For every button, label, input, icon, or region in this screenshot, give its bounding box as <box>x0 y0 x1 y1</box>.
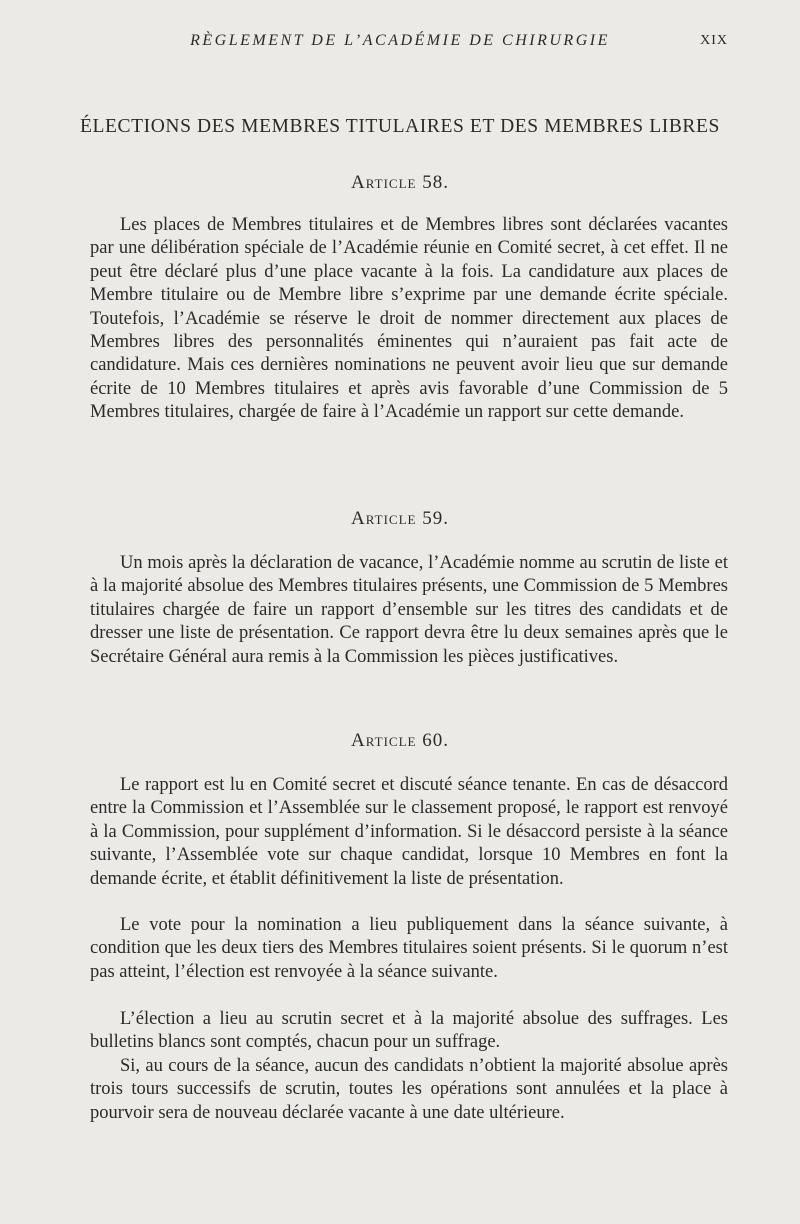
article-60-paragraph-2: Le vote pour la nomination a lieu publiquement dans la séance suivante, à condition que les deux tiers des Membres titulaires soient présents. Si le quorum n’est pas atteint, l’élection est renvoyée à la séance suivante. <box>90 915 728 982</box>
section-title: ÉLECTIONS DES MEMBRES TITULAIRES ET DES MEMBRES LIBRES <box>79 116 720 137</box>
page-number: XIX <box>700 33 728 48</box>
article-60-paragraph-4: Si, au cours de la séance, aucun des candidats n’obtient la majorité absolue après trois tours successifs de scrutin, toutes les opérations sont annulées et la place à pourvoir sera de nouveau déclarée vacante à une date ultérieure. <box>90 1056 728 1123</box>
article-60-heading: Article 60. <box>351 730 449 751</box>
article-58-heading: Article 58. <box>351 172 449 193</box>
article-59-paragraph-1: Un mois après la déclaration de vacance, l’Académie nomme au scrutin de liste et à la majorité absolue des Membres titulaires présents, une Commission de 5 Membres titulaires chargée de faire un rapport d’ensemble sur les titres des candidats et de dresser une liste de présentation. Ce rapport devra être lu deux semaines après que le Secrétaire Général aura remis à la Commission les pièces justificatives. <box>90 553 728 667</box>
article-59-heading: Article 59. <box>351 508 449 529</box>
article-60-paragraph-1: Le rapport est lu en Comité secret et discuté séance tenante. En cas de désaccord entre la Commission et l’Assemblée sur le classement proposé, le rapport est renvoyé à la Commission, pour supplément d’information. Si le désaccord persiste à la séance suivante, l’Assemblée vote sur chaque candidat, lorsque 10 Membres en font la demande écrite, et établit définitivement la liste de présentation. <box>90 775 728 889</box>
article-60-paragraph-3: L’élection a lieu au scrutin secret et à la majorité absolue des suffrages. Les bulletins blancs sont comptés, chacun pour un suffrage. <box>90 1009 728 1053</box>
article-58-paragraph-1: Les places de Membres titulaires et de Membres libres sont déclarées vacantes par une délibération spéciale de l’Académie réunie en Comité secret, à cet effet. Il ne peut être déclaré plus d’une place vacante à la fois. La candidature aux places de Membre titulaire ou de Membre libre s’exprime par une demande écrite spéciale. Toutefois, l’Académie se réserve le droit de nommer directement aux places de Membres libres des personnalités éminentes qui n’auraient pas fait acte de candidature. Mais ces dernières nominations ne peuvent avoir lieu que sur demande écrite de 10 Membres titulaires et après avis favorable d’une Commission de 5 Membres titulaires, chargée de faire à l’Académie un rapport sur cette demande. <box>90 215 728 423</box>
page-header <box>0 32 800 58</box>
running-title: RÈGLEMENT DE L’ACADÉMIE DE CHIRURGIE <box>190 32 610 49</box>
